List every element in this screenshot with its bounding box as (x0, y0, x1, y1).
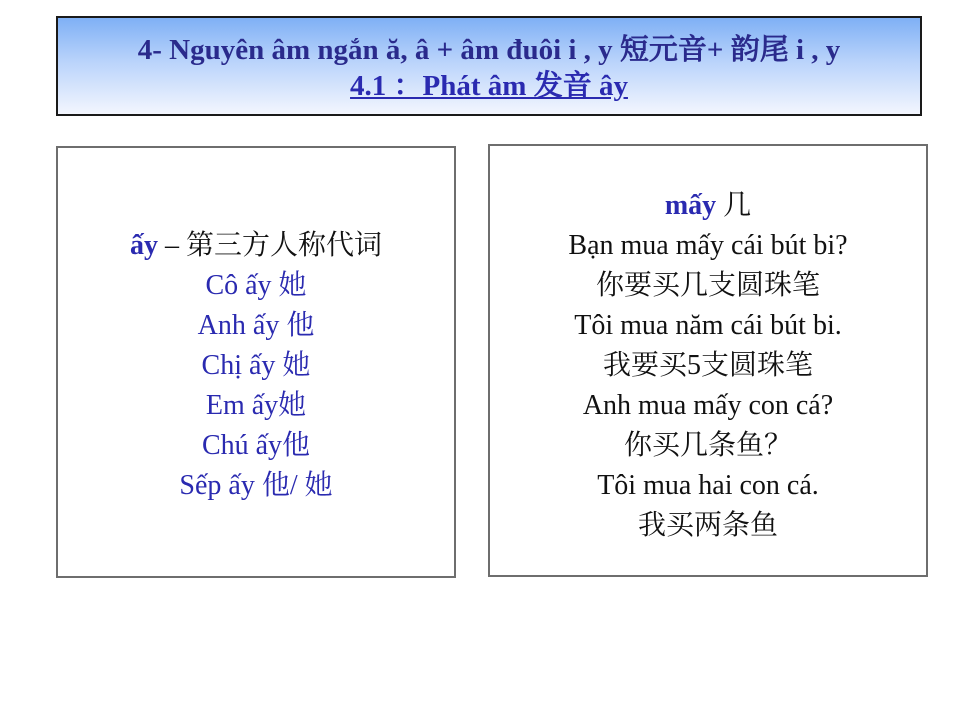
left-heading-word: ấy (129, 230, 158, 261)
left-line: Em ấy她 (205, 390, 307, 421)
left-heading (58, 226, 454, 266)
left-line: Chị ấy 她 (201, 350, 311, 381)
left-line: Chú ấy他 (201, 430, 311, 461)
right-line: Bạn mua mấy cái bút bi? (568, 230, 848, 261)
right-line: Tôi mua năm cái bút bi. (574, 310, 842, 341)
right-heading-word: mấy (664, 190, 717, 221)
right-line: 你要买几支圆珠笔 (595, 270, 820, 301)
left-line: Anh ấy 他 (197, 310, 315, 341)
slide-title: 4- Nguyên âm ngắn ă, â + âm đuôi i , y 短元音+ 韵尾 i , y (137, 34, 841, 66)
right-line: Anh mua mấy con cá? (582, 390, 834, 421)
right-line: 你买几条鱼？ (623, 430, 792, 461)
left-heading-meaning: – 第三方人称代词 (157, 230, 382, 261)
left-line: Cô ấy 她 (205, 270, 307, 301)
right-example-panel (488, 144, 928, 577)
slide-subtitle: 4.1 ：Phát âm 发音 ây (350, 70, 628, 102)
right-line: Tôi mua hai con cá. (597, 470, 819, 501)
right-heading-meaning: 几 (716, 190, 752, 221)
right-line: 我要买5支圆珠笔 (602, 350, 813, 381)
slide-title-box (56, 16, 922, 116)
right-heading (490, 186, 926, 226)
left-vocab-panel (56, 146, 456, 578)
left-line: Sếp ấy 他/ 她 (179, 470, 333, 501)
right-line: 我买两条鱼 (637, 510, 778, 541)
